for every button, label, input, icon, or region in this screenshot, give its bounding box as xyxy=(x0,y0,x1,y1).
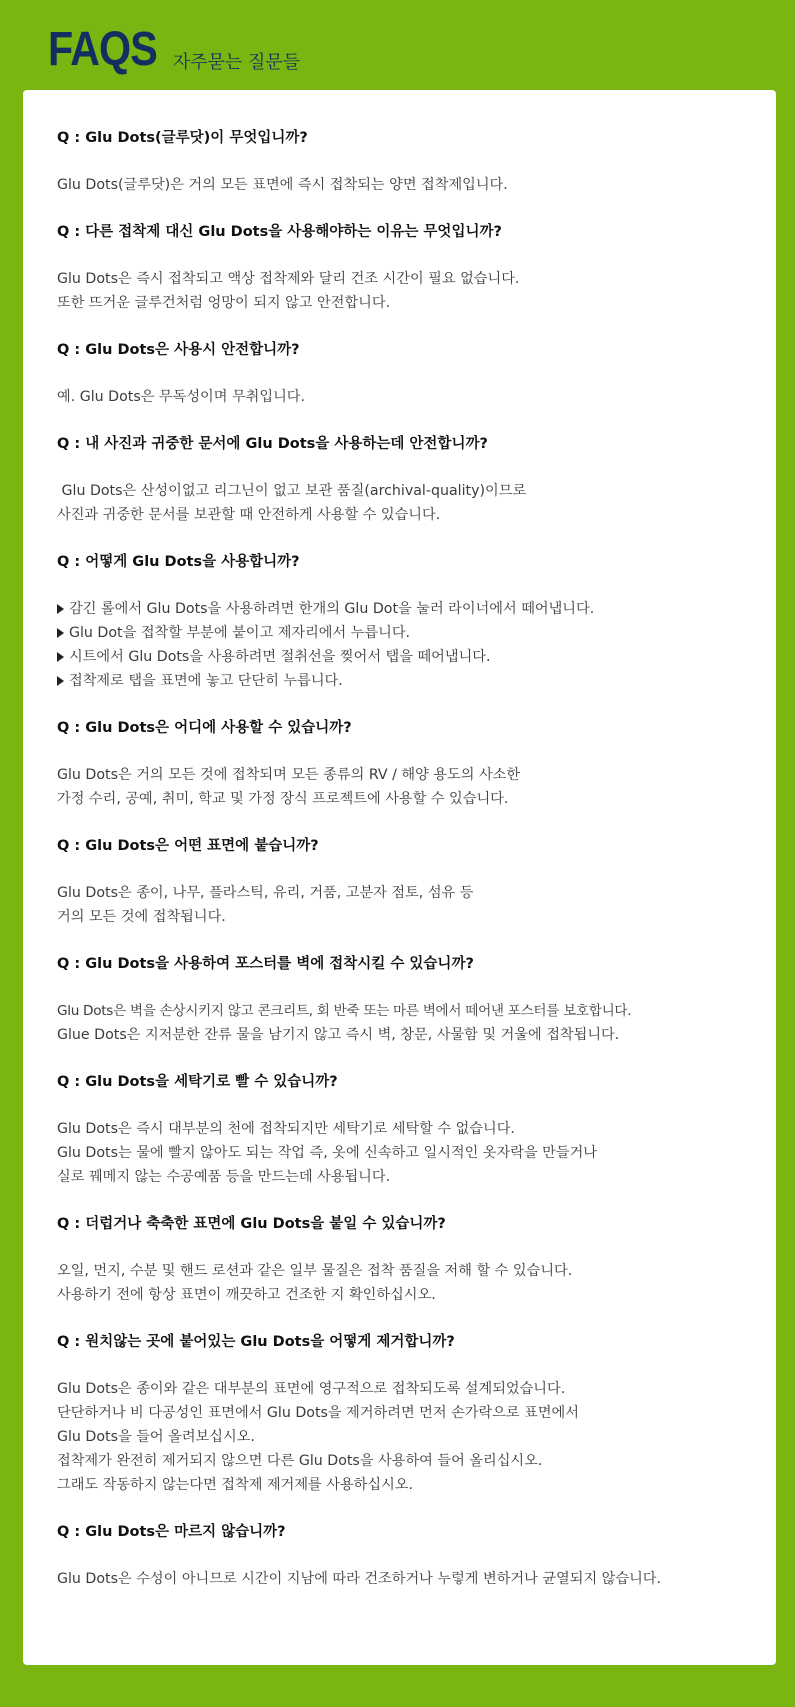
faq-question: Q : Glu Dots은 마르지 않습니까? xyxy=(57,1524,286,1540)
faq-answer xyxy=(57,1117,756,1189)
answer-line: 가정 수리, 공예, 취미, 학교 및 가정 장식 프로젝트에 사용할 수 있습니다. xyxy=(57,791,509,807)
faq-answer xyxy=(57,1259,756,1307)
bullet-text: 시트에서 Glu Dots을 사용하려면 절취선을 찢어서 탭을 떼어냅니다. xyxy=(69,649,491,665)
faqs-subtitle: 자주묻는 질문들 xyxy=(172,52,301,73)
answer-line: 사용하기 전에 항상 표면이 깨끗하고 건조한 지 확인하십시오. xyxy=(57,1287,436,1303)
faq-item xyxy=(57,1332,756,1497)
bullet-item xyxy=(57,645,756,669)
answer-line: Glu Dots은 즉시 대부분의 천에 접착되지만 세탁기로 세탁할 수 없습니다. xyxy=(57,1121,515,1137)
faq-question: Q : 내 사진과 귀중한 문서에 Glu Dots을 사용하는데 안전합니까? xyxy=(57,436,488,452)
faq-item xyxy=(57,222,756,315)
answer-line: Glue Dots은 지저분한 잔류 물을 남기지 않고 즉시 벽, 창문, 사물함 및 거울에 접착됩니다. xyxy=(57,1027,620,1043)
faq-answer xyxy=(57,763,756,811)
bullet-text: 감긴 롤에서 Glu Dots을 사용하려면 한개의 Glu Dot을 눌러 라이너에서 떼어냅니다. xyxy=(69,601,595,617)
answer-line: 그래도 작동하지 않는다면 접착제 제거제를 사용하십시오. xyxy=(57,1477,413,1493)
answer-line: 예. Glu Dots은 무독성이며 무취입니다. xyxy=(57,389,306,405)
triangle-bullet-icon xyxy=(57,604,64,614)
faq-question: Q : 어떻게 Glu Dots을 사용합니까? xyxy=(57,554,300,570)
answer-line: Glu Dots은 산성이없고 리그닌이 없고 보관 품질(archival-quality)이므로 xyxy=(57,483,527,499)
faq-question: Q : Glu Dots을 세탁기로 빨 수 있습니까? xyxy=(57,1074,338,1090)
faq-question: Q : Glu Dots은 어디에 사용할 수 있습니까? xyxy=(57,720,352,736)
triangle-bullet-icon xyxy=(57,676,64,686)
faq-item xyxy=(57,340,756,409)
answer-line: Glu Dots은 수성이 아니므로 시간이 지남에 따라 건조하거나 누렇게 변하거나 균열되지 않습니다. xyxy=(57,1571,661,1587)
faq-question: Q : 다른 접착제 대신 Glu Dots을 사용해야하는 이유는 무엇입니까? xyxy=(57,224,502,240)
faq-answer xyxy=(57,881,756,929)
triangle-bullet-icon xyxy=(57,652,64,662)
answer-line: 사진과 귀중한 문서를 보관할 때 안전하게 사용할 수 있습니다. xyxy=(57,507,441,523)
faq-item xyxy=(57,836,756,929)
answer-line: 오일, 먼지, 수분 및 핸드 로션과 같은 일부 물질은 접착 품질을 저해 할 수 있습니다. xyxy=(57,1263,573,1279)
faq-answer xyxy=(57,267,756,315)
faq-item xyxy=(57,552,756,693)
bullet-item xyxy=(57,621,756,645)
faq-answer xyxy=(57,479,756,527)
bullet-item xyxy=(57,597,756,621)
bullet-text: 접착제로 탭을 표면에 놓고 단단히 누릅니다. xyxy=(69,673,343,689)
faq-answer xyxy=(57,173,756,197)
faq-item xyxy=(57,718,756,811)
answer-line: Glu Dots(글루닷)은 거의 모든 표면에 즉시 접착되는 양면 접착제입니다. xyxy=(57,177,508,193)
faq-item xyxy=(57,128,756,197)
faqs-title: FAQS xyxy=(48,23,157,76)
faq-answer xyxy=(57,1377,756,1497)
answer-line: Glu Dots는 물에 빨지 않아도 되는 작업 즉, 옷에 신속하고 일시적인 옷자락을 만들거나 xyxy=(57,1145,597,1161)
answer-line: Glu Dots은 즉시 접착되고 액상 접착제와 달리 건조 시간이 필요 없습니다. xyxy=(57,271,520,287)
faq-item xyxy=(57,1214,756,1307)
faq-item xyxy=(57,954,756,1047)
bullet-text: Glu Dot을 접착할 부분에 붙이고 제자리에서 누릅니다. xyxy=(69,625,411,641)
faq-answer xyxy=(57,1567,756,1591)
faq-question: Q : Glu Dots을 사용하여 포스터를 벽에 접착시킬 수 있습니까? xyxy=(57,956,474,972)
answer-line: Glu Dots을 들어 올려보십시오. xyxy=(57,1429,255,1445)
faq-question: Q : Glu Dots은 사용시 안전합니까? xyxy=(57,342,300,358)
faq-item xyxy=(57,434,756,527)
faq-card xyxy=(23,90,776,1665)
faq-item xyxy=(57,1072,756,1189)
answer-line: 또한 뜨거운 글루건처럼 엉망이 되지 않고 안전합니다. xyxy=(57,295,391,311)
faq-question: Q : Glu Dots(글루닷)이 무엇입니까? xyxy=(57,130,308,146)
answer-line: Glu Dots은 종이, 나무, 플라스틱, 유리, 거품, 고분자 점토, 섬유 등 xyxy=(57,885,474,901)
answer-line: 실로 꿰메지 않는 수공예품 등을 만드는데 사용됩니다. xyxy=(57,1169,391,1185)
answer-line: 거의 모든 것에 접착됩니다. xyxy=(57,909,226,925)
faq-question: Q : Glu Dots은 어떤 표면에 붙습니까? xyxy=(57,838,319,854)
triangle-bullet-icon xyxy=(57,628,64,638)
faq-question: Q : 원치않는 곳에 붙어있는 Glu Dots을 어떻게 제거합니까? xyxy=(57,1334,455,1350)
faq-answer xyxy=(57,385,756,409)
faq-item xyxy=(57,1522,756,1591)
faq-answer xyxy=(57,999,756,1047)
page-header xyxy=(48,14,300,74)
answer-line: 단단하거나 비 다공성인 표면에서 Glu Dots을 제거하려면 먼저 손가락으로 표면에서 xyxy=(57,1405,579,1421)
answer-line: Glu Dots은 거의 모든 것에 접착되며 모든 종류의 RV / 해양 용도의 사소한 xyxy=(57,767,521,783)
answer-line: 접착제가 완전히 제거되지 않으면 다른 Glu Dots을 사용하여 들어 올리십시오. xyxy=(57,1453,543,1469)
answer-line: Glu Dots은 종이와 같은 대부분의 표면에 영구적으로 접착되도록 설계되었습니다. xyxy=(57,1381,566,1397)
faq-question: Q : 더럽거나 축축한 표면에 Glu Dots을 붙일 수 있습니까? xyxy=(57,1216,446,1232)
answer-line: Glu Dots은 벽을 손상시키지 않고 콘크리트, 회 반죽 또는 마른 벽에서 떼어낸 포스터를 보호합니다. xyxy=(57,1003,632,1019)
faq-answer-bullets xyxy=(57,597,756,693)
bullet-item xyxy=(57,669,756,693)
